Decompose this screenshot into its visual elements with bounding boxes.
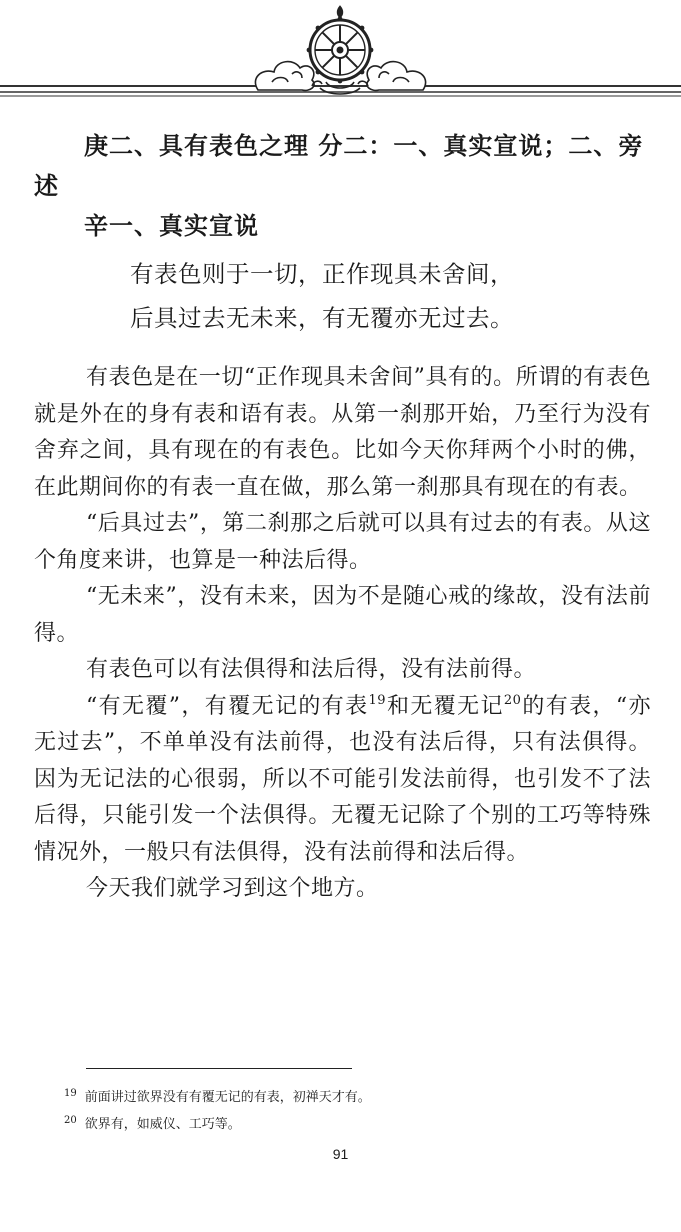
paragraph: 今天我们就学习到这个地方。 — [86, 876, 379, 901]
footnote-text: 前面讲过欲界没有有覆无记的有表，初禅天才有。 — [84, 1090, 371, 1105]
cloud-right-icon — [367, 62, 426, 91]
paragraph-text: “有无覆”，有覆无记的有表 — [86, 693, 369, 719]
paragraph: 有表色可以有法俱得和法后得，没有法前得。 — [86, 657, 537, 682]
verse-line: 有表色则于一切，正作现具未舍间， — [130, 260, 514, 288]
footnote-divider — [86, 1068, 352, 1069]
footnote — [64, 1109, 371, 1136]
paragraph-text: 的有表，“亦无过去”，不单单没有法前得，也没有法后得，只有法俱得。因为无记法的心很弱，所以不可能引发法前得，也引发不了法后得，只能引发一个法俱得。无覆无记除了个别的工巧等特殊情况外，一般只有法俱得，没有法前得和法后得。 — [34, 693, 651, 865]
page-number: 91 — [332, 1146, 349, 1162]
footnote-number: 19 — [64, 1088, 77, 1099]
paragraph: 有表色是在一切“正作现具未舍间”具有的。所谓的有表色就是外在的身有表和语有表。从第一刹那开始，乃至行为没有舍弃之间，具有现在的有表色。比如今天你拜两个小时的佛，在此期间你的有表一直在做，那么第一刹那具有现在的有表。 — [34, 365, 651, 500]
cloud-left-icon — [255, 62, 314, 91]
verse-block — [34, 252, 651, 340]
header-ornament — [0, 0, 681, 110]
subheading: 辛一、真实宣说 — [84, 212, 259, 240]
paragraph-text: 和无覆无记 — [386, 693, 504, 719]
footnote — [64, 1082, 371, 1109]
section-heading: 庚二、具有表色之理 分二：一、真实宣说；二、旁述 — [34, 132, 644, 200]
verse-line: 后具过去无未来，有无覆亦无过去。 — [130, 304, 514, 332]
footnotes — [64, 1082, 371, 1136]
paragraph — [34, 689, 651, 872]
paragraph: “无未来”，没有未来，因为不是随心戒的缘故，没有法前得。 — [34, 584, 651, 646]
page-body — [34, 126, 651, 908]
footnote-number: 20 — [64, 1115, 77, 1126]
footnote-ref[interactable]: 19 — [368, 692, 387, 708]
dharma-wheel-icon — [307, 6, 374, 94]
paragraph: “后具过去”，第二刹那之后就可以具有过去的有表。从这个角度来讲，也算是一种法后得。 — [34, 511, 651, 573]
footnote-text: 欲界有，如威仪、工巧等。 — [84, 1117, 241, 1132]
footnote-ref[interactable]: 20 — [503, 692, 522, 708]
